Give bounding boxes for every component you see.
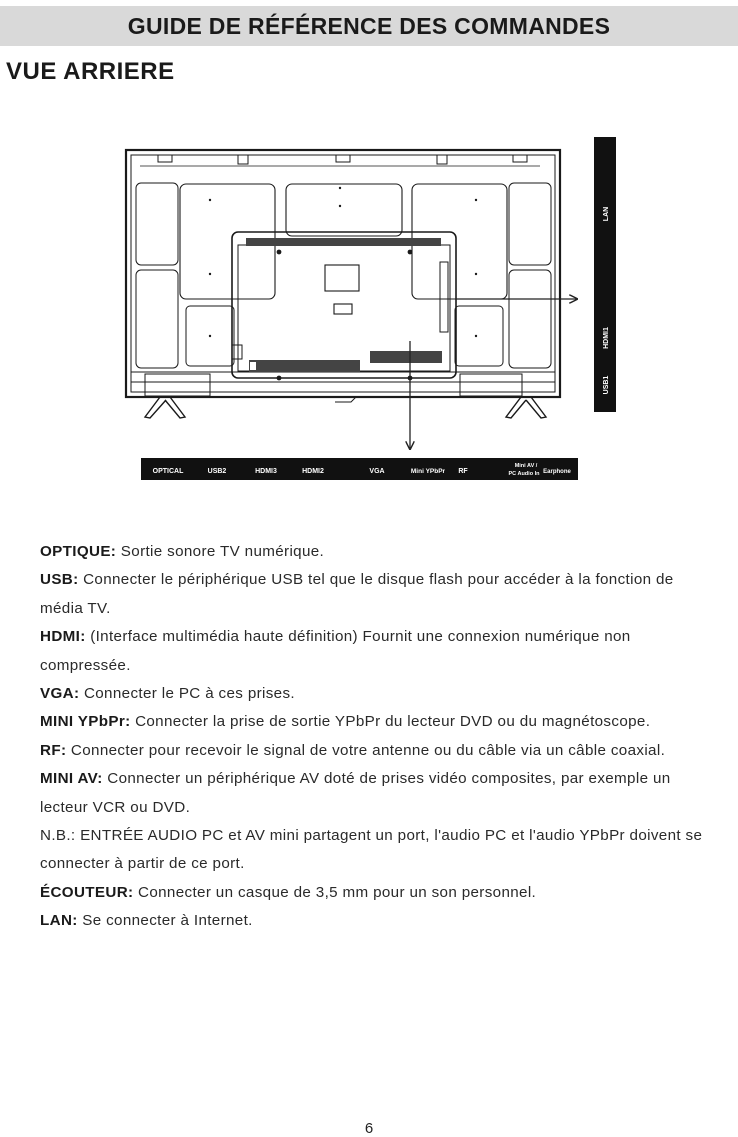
desc-usb: USB: Connecter le périphérique USB tel que le disque flash pour accéder à la fonction de média TV.	[40, 571, 674, 617]
port-label-usb1: USB1	[603, 375, 610, 395]
port-label-rf: RF	[458, 468, 468, 475]
port-label-lan: LAN	[603, 206, 610, 222]
port-label-mini-ypbpr: Mini YPbPr	[410, 468, 446, 475]
desc-mini-ypbpr: MINI YPbPr: Connecter la prise de sortie YPbPr du lecteur DVD ou du magnétoscope.	[40, 713, 651, 731]
desc-note: N.B.: ENTRÉE AUDIO PC et AV mini partagent un port, l'audio PC et l'audio YPbPr doivent se connecter à partir de ce port.	[40, 827, 703, 873]
desc-optique: OPTIQUE: Sortie sonore TV numérique.	[40, 543, 325, 560]
port-descriptions	[40, 538, 720, 936]
port-label-mini-av: Mini AV /	[514, 463, 538, 469]
port-label-hdmi2: HDMI2	[302, 468, 324, 475]
side-port-strip	[594, 137, 616, 412]
desc-ecouteur: ÉCOUTEUR: Connecter un casque de 3,5 mm pour un son personnel.	[40, 883, 537, 901]
port-label-vga: VGA	[369, 468, 385, 475]
section-title: VUE ARRIERE	[6, 58, 175, 85]
tv-body	[126, 150, 560, 418]
desc-mini-av: MINI AV: Connecter un périphérique AV doté de prises vidéo composites, par exemple un lecteur VCR ou DVD.	[40, 770, 671, 816]
page-number: 6	[364, 1120, 374, 1137]
port-label-hdmi1: HDMI1	[603, 327, 610, 349]
port-label-hdmi3: HDMI3	[255, 468, 277, 475]
side-jack-panel	[232, 262, 448, 359]
port-label-earphone: Earphone	[543, 469, 571, 475]
desc-lan: LAN: Se connecter à Internet.	[40, 912, 253, 930]
desc-vga: VGA: Connecter le PC à ces prises.	[40, 685, 295, 703]
port-label-usb2: USB2	[207, 468, 227, 475]
page-title: GUIDE DE RÉFÉRENCE DES COMMANDES	[127, 13, 611, 39]
desc-hdmi: HDMI: (Interface multimédia haute définition) Fournit une connexion numérique non compressée.	[40, 628, 631, 674]
port-label-optical: OPTICAL	[152, 468, 184, 475]
port-label-pc-audio-in: PC Audio In	[508, 471, 540, 477]
tv-rear-view-diagram	[0, 0, 738, 500]
desc-rf: RF: Connecter pour recevoir le signal de votre antenne ou du câble via un câble coaxial.	[40, 741, 666, 759]
